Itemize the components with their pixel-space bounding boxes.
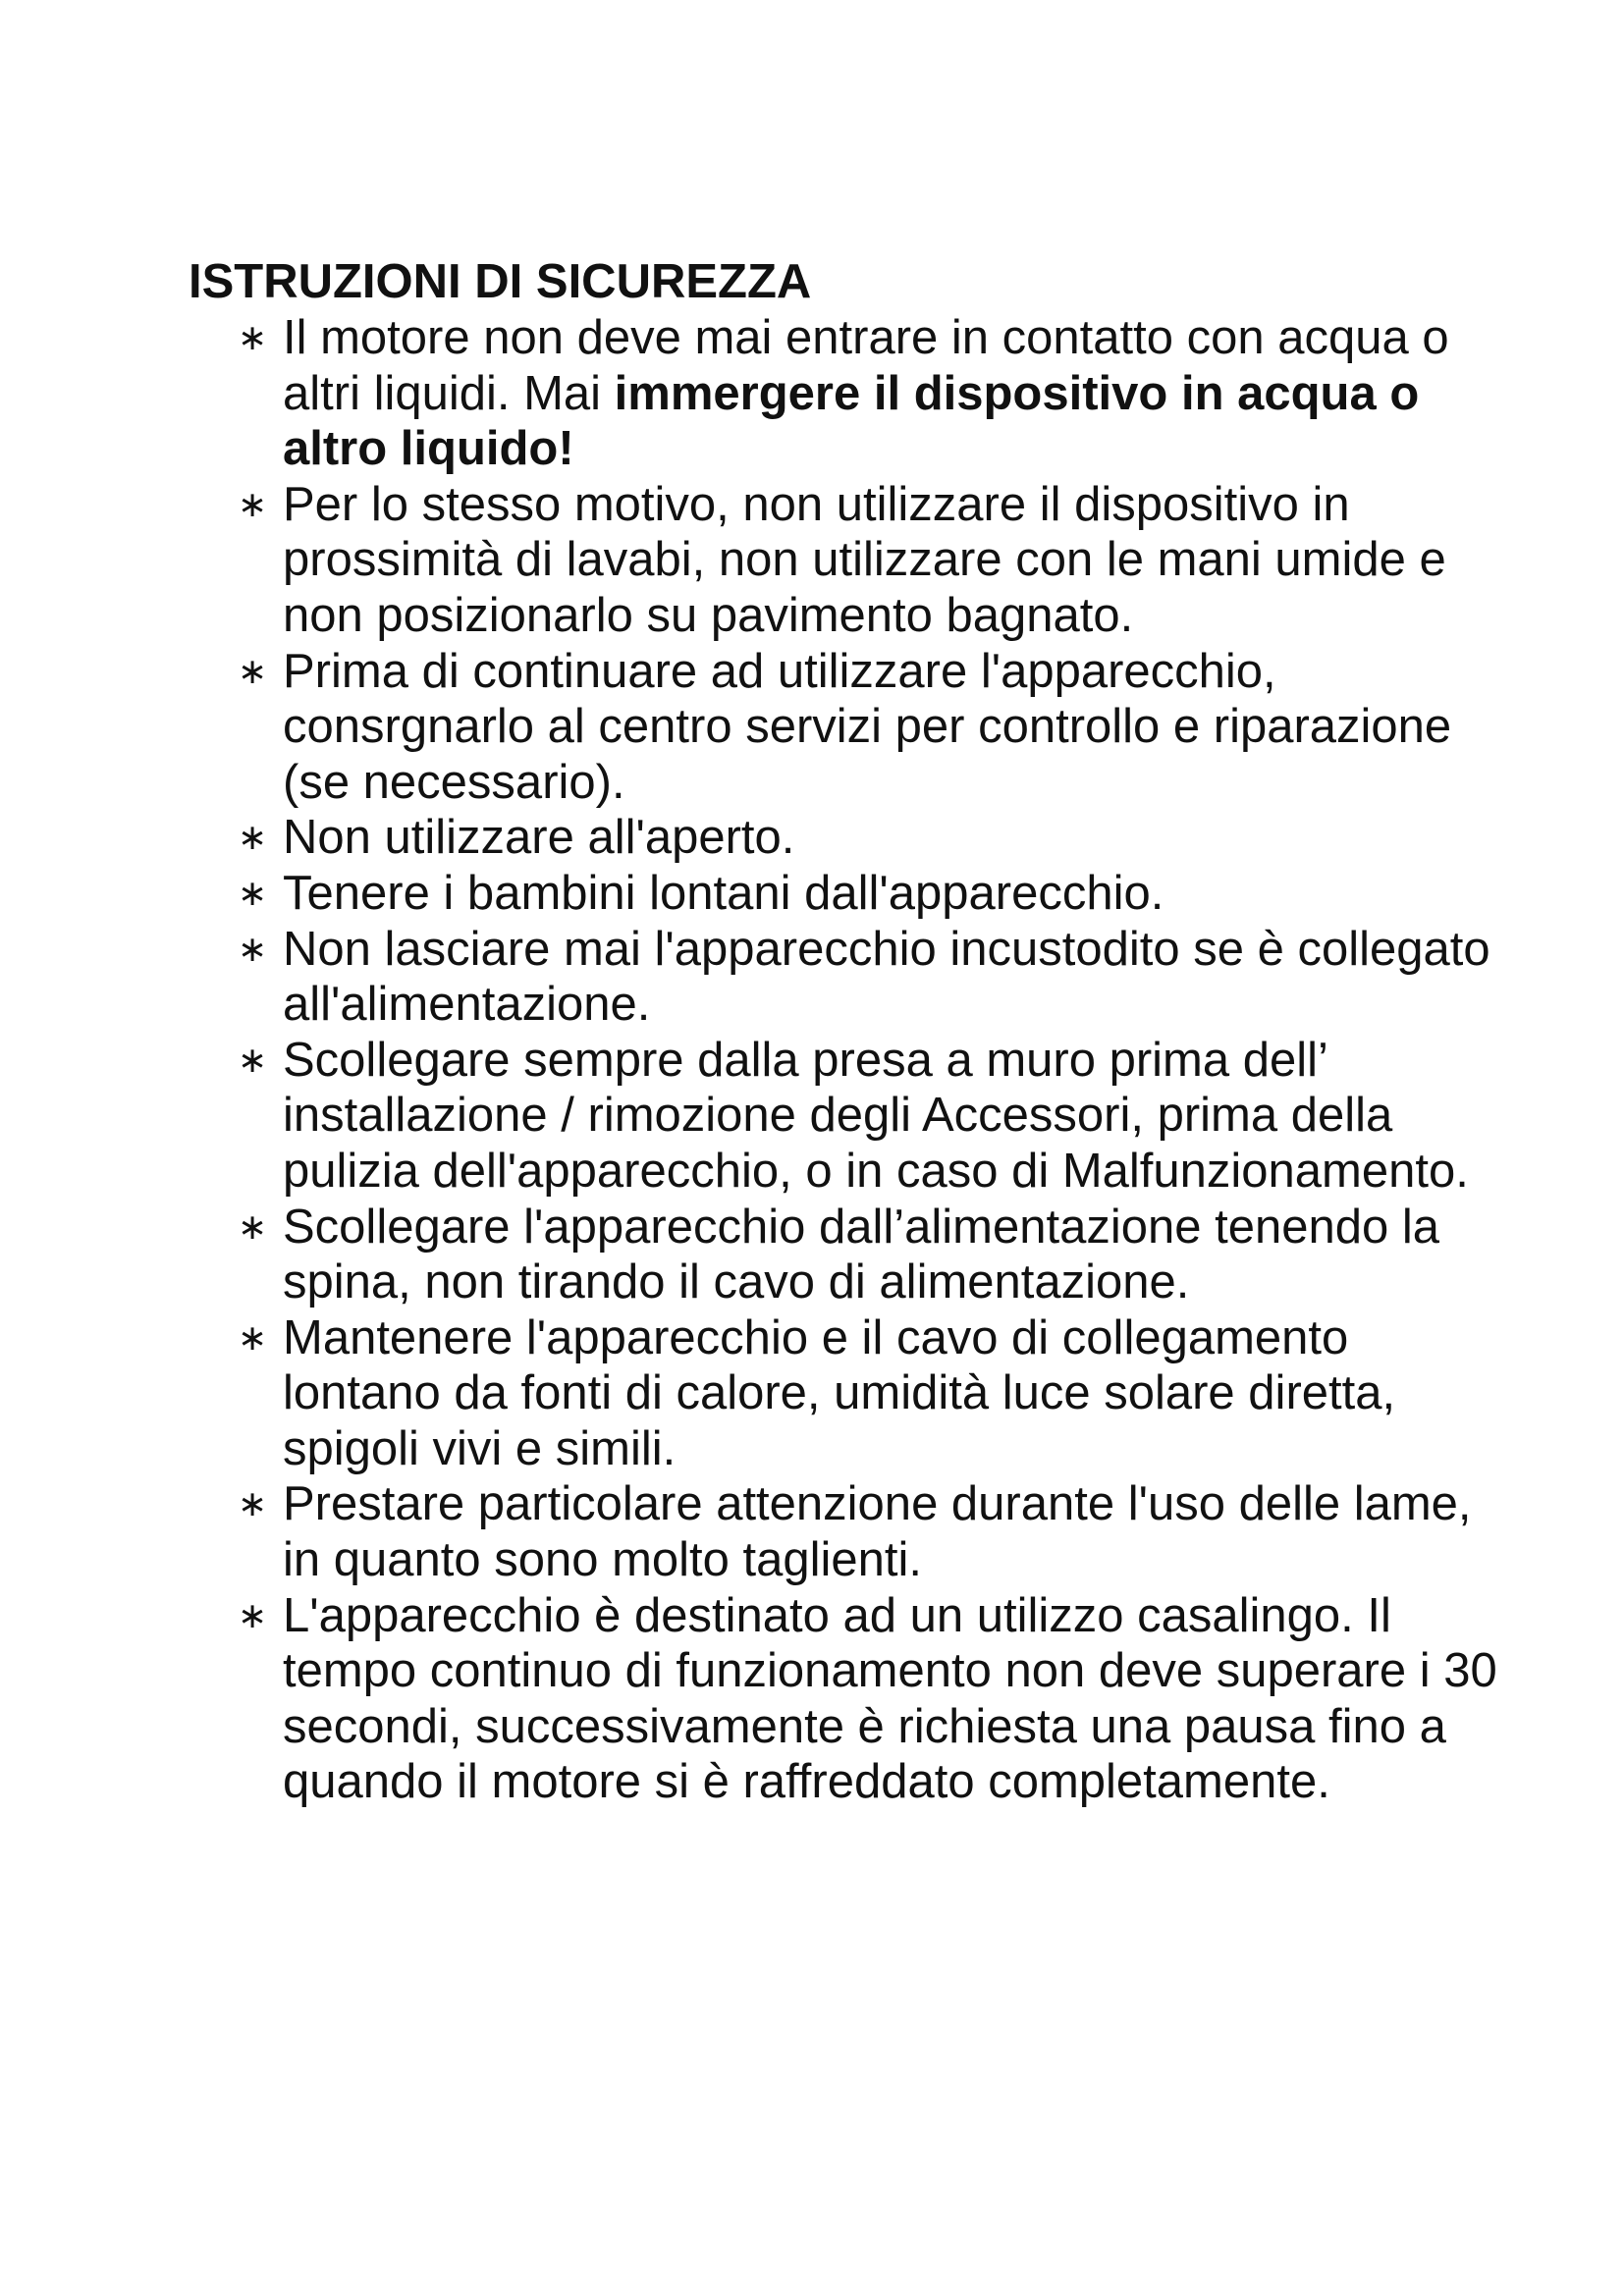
asterisk-bullet-icon: ∗ xyxy=(238,928,268,969)
safety-instructions-list xyxy=(238,310,1514,1810)
list-item xyxy=(238,1200,1514,1310)
list-item-text: Non lasciare mai l'apparecchio incustodito se è collegato all'alimentazione. xyxy=(283,922,1490,1032)
asterisk-bullet-icon: ∗ xyxy=(238,1039,268,1080)
list-item-text: Scollegare sempre dalla presa a muro prima dell’ installazione / rimozione degli Accessori, prima della pulizia dell'apparecchio, o in caso di Malfunzionamento. xyxy=(283,1033,1469,1198)
list-item xyxy=(238,644,1514,811)
list-item xyxy=(238,810,1514,866)
asterisk-bullet-icon: ∗ xyxy=(238,872,268,913)
asterisk-bullet-icon: ∗ xyxy=(238,1483,268,1524)
list-item-text: Mantenere l'apparecchio e il cavo di collegamento lontano da fonti di calore, umidità luce solare diretta, spigoli vivi e simili. xyxy=(283,1310,1396,1475)
list-item-text xyxy=(283,310,1514,477)
list-item xyxy=(238,1588,1514,1810)
list-item xyxy=(238,866,1514,922)
list-item xyxy=(238,477,1514,644)
asterisk-bullet-icon: ∗ xyxy=(238,1205,268,1247)
list-item-bold-text: immergere il dispositivo in acqua o altro liquido! xyxy=(283,366,1420,476)
list-item xyxy=(238,1033,1514,1200)
list-item xyxy=(238,310,1514,477)
list-item-text: Tenere i bambini lontani dall'apparecchio. xyxy=(283,866,1164,920)
page-title: ISTRUZIONI DI SICUREZZA xyxy=(189,255,812,308)
asterisk-bullet-icon: ∗ xyxy=(238,817,268,858)
list-item-text: L'apparecchio è destinato ad un utilizzo casalingo. Il tempo continuo di funzionamento non deve superare i 30 secondi, successivamente è richiesta una pausa fino a quando il motore si è raffreddato completamente. xyxy=(283,1588,1497,1809)
list-item xyxy=(238,1476,1514,1587)
list-item-text: Prestare particolare attenzione durante l'uso delle lame, in quanto sono molto taglienti. xyxy=(283,1477,1472,1587)
asterisk-bullet-icon: ∗ xyxy=(238,317,268,357)
list-item-text: Scollegare l'apparecchio dall’alimentazione tenendo la spina, non tirando il cavo di alimentazione. xyxy=(283,1200,1439,1309)
asterisk-bullet-icon: ∗ xyxy=(238,650,268,691)
asterisk-bullet-icon: ∗ xyxy=(238,1594,268,1635)
list-item xyxy=(238,1310,1514,1477)
asterisk-bullet-icon: ∗ xyxy=(238,1316,268,1358)
asterisk-bullet-icon: ∗ xyxy=(238,483,268,524)
list-item-text: Non utilizzare all'aperto. xyxy=(283,811,795,865)
list-item xyxy=(238,922,1514,1033)
list-item-text: Prima di continuare ad utilizzare l'apparecchio, consrgnarlo al centro servizi per controllo e riparazione (se necessario). xyxy=(283,644,1452,809)
list-item-text: Per lo stesso motivo, non utilizzare il dispositivo in prossimità di lavabi, non utilizzare con le mani umide e non posizionarlo su pavimento bagnato. xyxy=(283,477,1446,642)
list-item-regular-text: Il motore non deve mai entrare in contatto con acqua o altri liquidi. Mai xyxy=(283,311,1449,420)
